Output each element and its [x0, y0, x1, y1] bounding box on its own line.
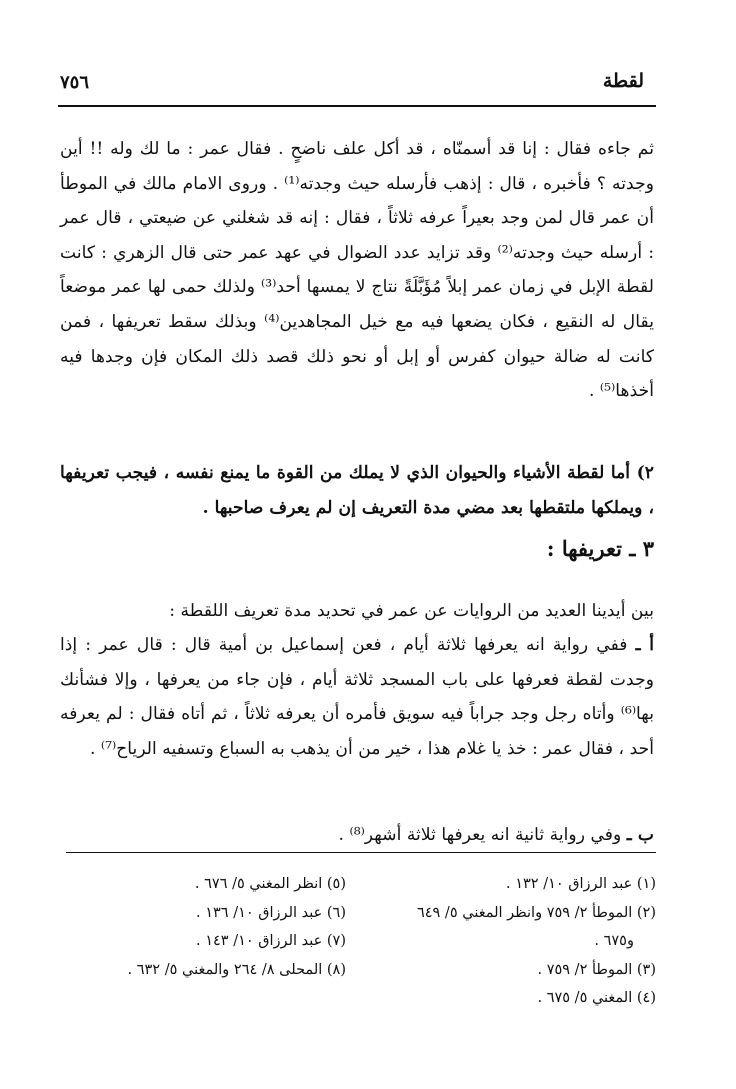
list-item-b — [60, 818, 654, 853]
footnote-5: (٥) انظر المغني ٥/ ٦٧٦ . — [194, 876, 346, 892]
footnote-6: (٦) عبد الرزاق ١٠/ ١٣٦ . — [196, 904, 346, 921]
footnotes-right-column — [351, 870, 656, 1013]
footnote-2-continuation: و٦٧٥ . — [594, 933, 634, 949]
footnotes-left-column — [56, 870, 346, 984]
list-item-a-text: ففي رواية انه يعرفها ثلاثة أيام ، فعن إسماعيل بن أمية قال : قال عمر : إذا وجدت لقطة فعرفها على باب المسجد ثلاثة أيام ، فإن جاء من يعرفها ، وإلا فشأنك بها⁽⁶⁾ وأتاه رجل وجد جراباً فيه سويق فأمره أن يعرفه ثلاثاً ، ثم أتاه فقال : لم يعرفه أحد ، فقال عمر : خذ يا غلام هذا ، خير من أن يذهب به السباع وتسفيه الرياح⁽⁷⁾ . — [60, 635, 654, 759]
page-number: ٧٥٦ — [60, 72, 90, 93]
body-paragraph-3: بين أيدينا العديد من الروايات عن عمر في تحديد مدة تعريف اللقطة : — [169, 601, 654, 621]
footnote-2: (٢) الموطأ ٢/ ٧٥٩ وانظر المغني ٥/ ٦٤٩ — [416, 904, 656, 921]
footnote-3: (٣) الموطأ ٢/ ٧٥٩ . — [537, 961, 656, 978]
footnote-7: (٧) عبد الرزاق ١٠/ ١٤٣ . — [196, 933, 346, 949]
list-item-b-marker: ب ـ — [626, 825, 654, 845]
footnote-8: (٨) المحلى ٨/ ٢٦٤ والمغني ٥/ ٦٣٢ . — [127, 961, 346, 978]
header-divider — [58, 105, 656, 107]
body-paragraph-2: ٢) أما لقطة الأشياء والحيوان الذي لا يملك من القوة ما يمنع نفسه ، فيجب تعريفها ، ويملكها ملتقطها بعد مضي مدة التعريف إن لم يعرف صاحبها . — [60, 463, 654, 518]
body-paragraph-1: ثم جاءه فقال : إنا قد أسمنّاه ، قد أكل علف ناضحٍ . فقال عمر : ما لك وله !! أين وجدته ؟ فأخبره ، قال : إذهب فأرسله حيث وجدته⁽¹⁾ . وروى الامام مالك في الموطأ أن عمر قال لمن وجد بعيراً عرفه ثلاثاً ، فقال : إنه قد شغلني عن ضيعتي ، قال عمر : أرسله حيث وجدته⁽²⁾ وقد تزايد عدد الضوال في عهد عمر حتى قال الزهري : كانت لقطة الإبل في زمان عمر إبلاً مُؤَبَّلَةً نتاج لا يمسها أحد⁽³⁾ ولذلك حمى لها عمر موضعاً يقال له النقيع ، فكان يضعها فيه مع خيل المجاهدين⁽⁴⁾ وبذلك سقط تعريفها ، فمن كانت له ضالة حيوان كفرس أو إبل أو نحو ذلك قصد ذلك المكان فإن وجدها فيه أخذها⁽⁵⁾ . — [60, 139, 654, 402]
footnote-divider — [66, 852, 656, 853]
list-item-a — [60, 628, 654, 766]
section-heading: ٣ ـ تعريفها : — [546, 536, 654, 561]
footnote-4: (٤) المغني ٥/ ٦٧٥ . — [537, 990, 656, 1006]
running-header-title: لقطة — [602, 70, 644, 92]
list-item-b-text: وفي رواية ثانية انه يعرفها ثلاثة أشهر⁽⁸⁾ . — [338, 825, 622, 845]
footnote-1: (١) عبد الرزاق ١٠/ ١٣٢ . — [506, 876, 656, 892]
list-item-a-marker: أ ـ — [635, 635, 654, 655]
